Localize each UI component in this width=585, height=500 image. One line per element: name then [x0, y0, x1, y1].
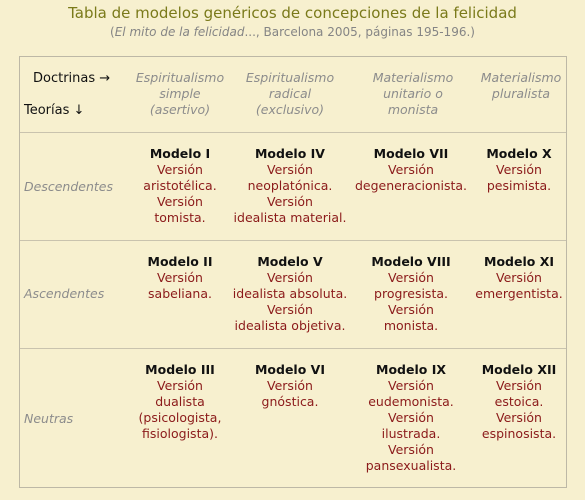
subtitle-book-title: El mito de la felicidad	[114, 25, 245, 39]
model-version: Versión idealista absoluta. Versión idealista objetiva.	[232, 270, 348, 333]
model-version: Versión dualista (psicologista, fisiologista).	[138, 378, 222, 441]
table-cell	[230, 362, 350, 410]
column-header-materialismo-monista: Materialismo unitario o monista	[372, 70, 454, 117]
happiness-models-table	[19, 56, 567, 488]
table-cell	[230, 146, 350, 226]
model-name: Modelo XI	[484, 254, 554, 269]
model-version: Versión pesimista.	[486, 162, 552, 193]
model-version: Versión estoica. Versión espinosista.	[481, 378, 557, 441]
column-header-espiritualismo-simple: Espiritualismo simple (asertivo)	[135, 70, 225, 117]
corner-teorias-label: Teorías ↓	[24, 103, 85, 118]
row-divider	[20, 132, 566, 133]
model-version: Versión gnóstica.	[261, 378, 319, 409]
model-name: Modelo X	[486, 146, 552, 161]
table-cell	[120, 254, 240, 302]
model-version: Versión progresista. Versión monista.	[374, 270, 448, 333]
row-divider	[20, 240, 566, 241]
subtitle-open: (	[110, 25, 115, 39]
model-version: Versión eudemonista. Versión ilustrada. Versión pansexualista.	[365, 378, 457, 473]
model-name: Modelo III	[145, 362, 215, 377]
column-header-espiritualismo-radical: Espiritualismo radical (exclusivo)	[245, 70, 335, 117]
table-cell	[351, 362, 471, 474]
subtitle-citation: ..., Barcelona 2005, páginas 195-196.)	[244, 25, 475, 39]
model-name: Modelo XII	[481, 362, 557, 377]
table-cell	[351, 254, 471, 334]
model-version: Versión aristotélica. Versión tomista.	[143, 162, 217, 225]
row-divider	[20, 348, 566, 349]
table-cell	[459, 254, 579, 302]
table-cell	[351, 146, 471, 194]
row-label-neutras: Neutras	[24, 411, 74, 426]
model-name: Modelo IV	[254, 146, 325, 161]
model-name: Modelo I	[149, 146, 211, 161]
model-version: Versión emergentista.	[475, 270, 563, 301]
column-header-materialismo-pluralista: Materialismo pluralista	[480, 70, 562, 101]
table-cell	[459, 146, 579, 194]
page-title: Tabla de modelos genéricos de concepciones de la felicidad	[68, 4, 517, 22]
row-label-ascendentes: Ascendentes	[24, 286, 105, 301]
page-subtitle	[0, 24, 585, 40]
row-label-descendentes: Descendentes	[24, 179, 113, 194]
model-version: Versión degeneracionista.	[354, 162, 468, 193]
model-version: Versión sabeliana.	[148, 270, 212, 301]
model-name: Modelo VII	[373, 146, 449, 161]
model-name: Modelo VIII	[371, 254, 451, 269]
model-name: Modelo II	[147, 254, 213, 269]
table-cell	[120, 362, 240, 442]
model-name: Modelo V	[257, 254, 323, 269]
corner-doctrinas-label: Doctrinas →	[33, 71, 111, 86]
model-name: Modelo VI	[254, 362, 325, 377]
table-cell	[230, 254, 350, 334]
model-name: Modelo IX	[376, 362, 446, 377]
model-version: Versión neoplatónica. Versión idealista material.	[233, 162, 347, 225]
table-cell	[459, 362, 579, 442]
table-cell	[120, 146, 240, 226]
